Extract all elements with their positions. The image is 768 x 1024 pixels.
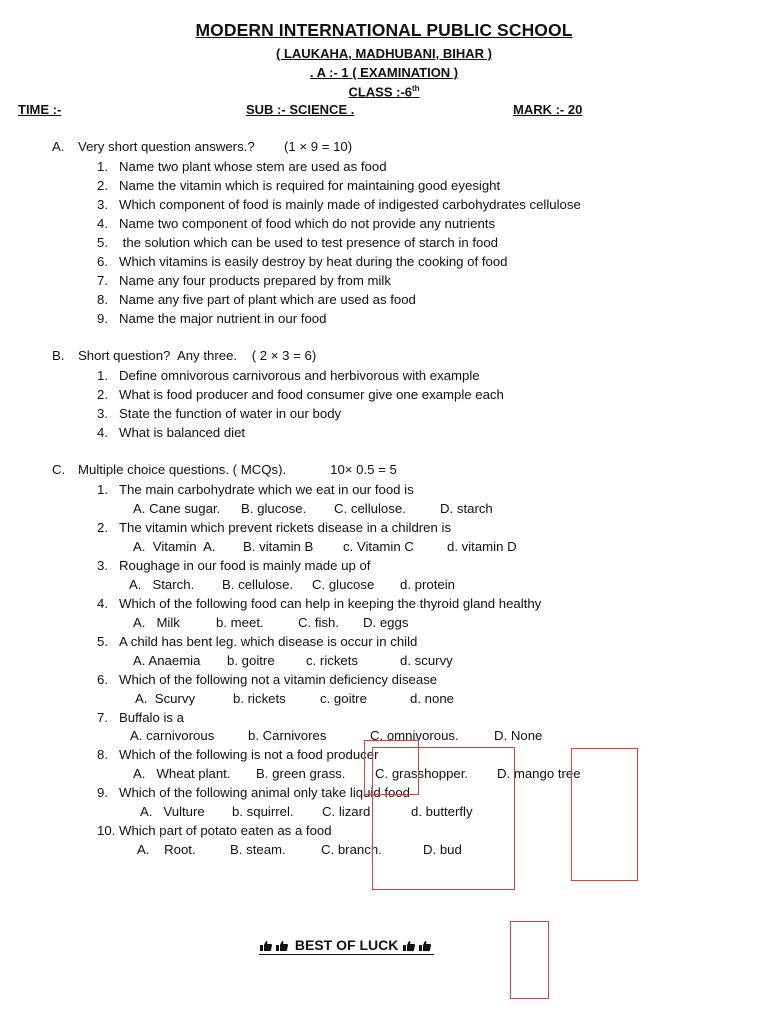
question-number: 3. xyxy=(97,406,108,421)
question-number: 3. xyxy=(97,197,108,212)
question-text: Which component of food is mainly made of indigested carbohydrates cellulose xyxy=(119,197,581,212)
mcq-option: d. scurvy xyxy=(400,653,453,668)
mcq-option: A. Cane sugar. xyxy=(133,501,221,516)
question-number: 8. xyxy=(97,292,108,307)
question-item xyxy=(97,273,391,288)
mcq-question xyxy=(97,747,379,762)
thumbs-up-icon xyxy=(418,941,434,951)
question-item xyxy=(97,406,341,421)
mcq-question xyxy=(97,672,437,687)
question-item xyxy=(97,197,581,212)
best-of-luck-footer xyxy=(259,937,434,955)
question-text: What is food producer and food consumer give one example each xyxy=(119,387,504,402)
section-title: Very short question answers.? (1 × 9 = 10) xyxy=(78,139,353,154)
mcq-question xyxy=(97,558,370,573)
thumbs-up-icon xyxy=(259,941,275,951)
annotation-box xyxy=(372,747,515,890)
question-text: Name two component of food which do not provide any nutrients xyxy=(119,216,496,231)
question-text: The vitamin which prevent rickets disease in a children is xyxy=(119,520,452,535)
mcq-question xyxy=(97,482,414,497)
mcq-option: C. fish. xyxy=(298,615,340,630)
annotation-box xyxy=(510,921,549,999)
mcq-option: A. Scurvy xyxy=(135,691,196,706)
question-item xyxy=(97,216,495,231)
thumbs-up-icon xyxy=(402,941,418,951)
mcq-option: A. Milk xyxy=(133,615,180,630)
mcq-option: C. omnivorous. xyxy=(370,728,459,743)
question-number: 7. xyxy=(97,710,108,725)
time-label: TIME :- xyxy=(18,102,62,117)
mcq-option: A. Wheat plant. xyxy=(133,766,231,781)
question-text: Roughage in our food is mainly made up of xyxy=(119,558,371,573)
mcq-option: A. Anaemia xyxy=(133,653,201,668)
school-name: MODERN INTERNATIONAL PUBLIC SCHOOL xyxy=(195,20,573,40)
question-item xyxy=(97,387,504,402)
mcq-question xyxy=(97,710,184,725)
question-number: 2. xyxy=(97,520,108,535)
annotation-box xyxy=(571,748,638,881)
question-number: 10. xyxy=(97,823,116,838)
section-a-heading xyxy=(52,139,352,154)
mcq-option: B. glucose. xyxy=(241,501,307,516)
mcq-option: D. eggs xyxy=(363,615,409,630)
question-text: State the function of water in our body xyxy=(119,406,342,421)
section-letter: C. xyxy=(52,462,66,477)
class-line xyxy=(0,84,768,99)
mcq-option: b. goitre xyxy=(227,653,275,668)
mcq-option: d. vitamin D xyxy=(447,539,517,554)
subject-label: SUB :- SCIENCE . xyxy=(246,102,355,117)
mcq-option: D. None xyxy=(494,728,543,743)
mcq-option: b. squirrel. xyxy=(232,804,294,819)
mcq-question xyxy=(97,634,417,649)
question-item xyxy=(97,292,416,307)
question-number: 9. xyxy=(97,785,108,800)
question-text: A child has bent leg. which disease is occur in child xyxy=(119,634,418,649)
mcq-option: c. Vitamin C xyxy=(343,539,414,554)
mcq-option: B. green grass. xyxy=(256,766,346,781)
mcq-option: C. grasshopper. xyxy=(375,766,469,781)
section-title: Multiple choice questions. ( MCQs). 10× 0.5 = 5 xyxy=(78,462,397,477)
mcq-option: D. bud xyxy=(423,842,462,857)
question-item xyxy=(97,178,500,193)
mcq-question xyxy=(97,596,541,611)
mcq-option: D. mango tree xyxy=(497,766,581,781)
question-text: the solution which can be used to test presence of starch in food xyxy=(119,235,499,250)
question-number: 2. xyxy=(97,387,108,402)
question-text: Buffalo is a xyxy=(119,710,185,725)
marks-label: MARK :- 20 xyxy=(513,102,583,117)
question-number: 4. xyxy=(97,596,108,611)
mcq-option: C. cellulose. xyxy=(334,501,406,516)
question-number: 2. xyxy=(97,178,108,193)
class-suffix: th xyxy=(412,84,420,93)
mcq-option: b. meet. xyxy=(216,615,264,630)
mcq-option: A. Vulture xyxy=(140,804,205,819)
question-text: Which of the following animal only take liquid food xyxy=(119,785,411,800)
question-item xyxy=(97,311,326,326)
question-item xyxy=(97,235,498,250)
question-item xyxy=(97,425,245,440)
footer-text: BEST OF LUCK xyxy=(294,937,399,953)
mcq-option: C. glucose xyxy=(312,577,375,592)
question-number: 6. xyxy=(97,254,108,269)
mcq-option: D. starch xyxy=(440,501,493,516)
mcq-option: C. branch. xyxy=(321,842,382,857)
question-number: 1. xyxy=(97,482,108,497)
question-text: Which of the following is not a food producer xyxy=(119,747,379,762)
school-address: ( LAUKAHA, MADHUBANI, BIHAR ) xyxy=(276,46,492,61)
question-text: Name the vitamin which is required for maintaining good eyesight xyxy=(119,178,501,193)
question-number: 9. xyxy=(97,311,108,326)
question-number: 4. xyxy=(97,425,108,440)
mcq-option: A. Root. xyxy=(137,842,196,857)
mcq-option: C. lizard xyxy=(322,804,371,819)
question-number: 3. xyxy=(97,558,108,573)
mcq-option: d. none xyxy=(410,691,454,706)
question-text: Name any four products prepared by from milk xyxy=(119,273,391,288)
question-text: Define omnivorous carnivorous and herbivorous with example xyxy=(119,368,480,383)
question-number: 1. xyxy=(97,159,108,174)
question-number: 6. xyxy=(97,672,108,687)
section-title: Short question? Any three. ( 2 × 3 = 6) xyxy=(78,348,317,363)
section-c-heading xyxy=(52,462,397,477)
question-text: Name two plant whose stem are used as food xyxy=(119,159,387,174)
mcq-option: d. protein xyxy=(400,577,455,592)
mcq-option: b. Carnivores xyxy=(248,728,327,743)
mcq-question xyxy=(97,823,332,838)
thumbs-up-icon xyxy=(275,941,291,951)
question-number: 8. xyxy=(97,747,108,762)
question-item xyxy=(97,368,480,383)
question-number: 4. xyxy=(97,216,108,231)
mcq-question xyxy=(97,520,451,535)
question-number: 7. xyxy=(97,273,108,288)
mcq-option: B. steam. xyxy=(230,842,286,857)
question-number: 5. xyxy=(97,634,108,649)
mcq-option: A. Vitamin A. xyxy=(133,539,216,554)
question-text: Name the major nutrient in our food xyxy=(119,311,327,326)
class-label: CLASS :-6 xyxy=(348,84,412,100)
mcq-option: A. Starch. xyxy=(129,577,195,592)
section-b-heading xyxy=(52,348,316,363)
mcq-option: c. goitre xyxy=(320,691,367,706)
question-number: 5. xyxy=(97,235,108,250)
question-text: Which part of potato eaten as a food xyxy=(119,823,332,838)
section-letter: A. xyxy=(52,139,65,154)
question-item xyxy=(97,159,387,174)
question-number: 1. xyxy=(97,368,108,383)
question-text: Which of the following food can help in keeping the thyroid gland healthy xyxy=(119,596,542,611)
question-text: What is balanced diet xyxy=(119,425,246,440)
question-text: Name any five part of plant which are used as food xyxy=(119,292,416,307)
mcq-option: d. butterfly xyxy=(411,804,473,819)
mcq-option: c. rickets xyxy=(306,653,359,668)
question-item xyxy=(97,254,508,269)
question-text: Which vitamins is easily destroy by heat during the cooking of food xyxy=(119,254,508,269)
mcq-option: A. carnivorous xyxy=(130,728,215,743)
mcq-option: b. rickets xyxy=(233,691,286,706)
question-text: The main carbohydrate which we eat in our food is xyxy=(119,482,414,497)
section-letter: B. xyxy=(52,348,65,363)
mcq-option: B. cellulose. xyxy=(222,577,294,592)
question-text: Which of the following not a vitamin deficiency disease xyxy=(119,672,438,687)
mcq-option: B. vitamin B xyxy=(243,539,314,554)
exam-title: . A :- 1 ( EXAMINATION ) xyxy=(309,65,459,80)
